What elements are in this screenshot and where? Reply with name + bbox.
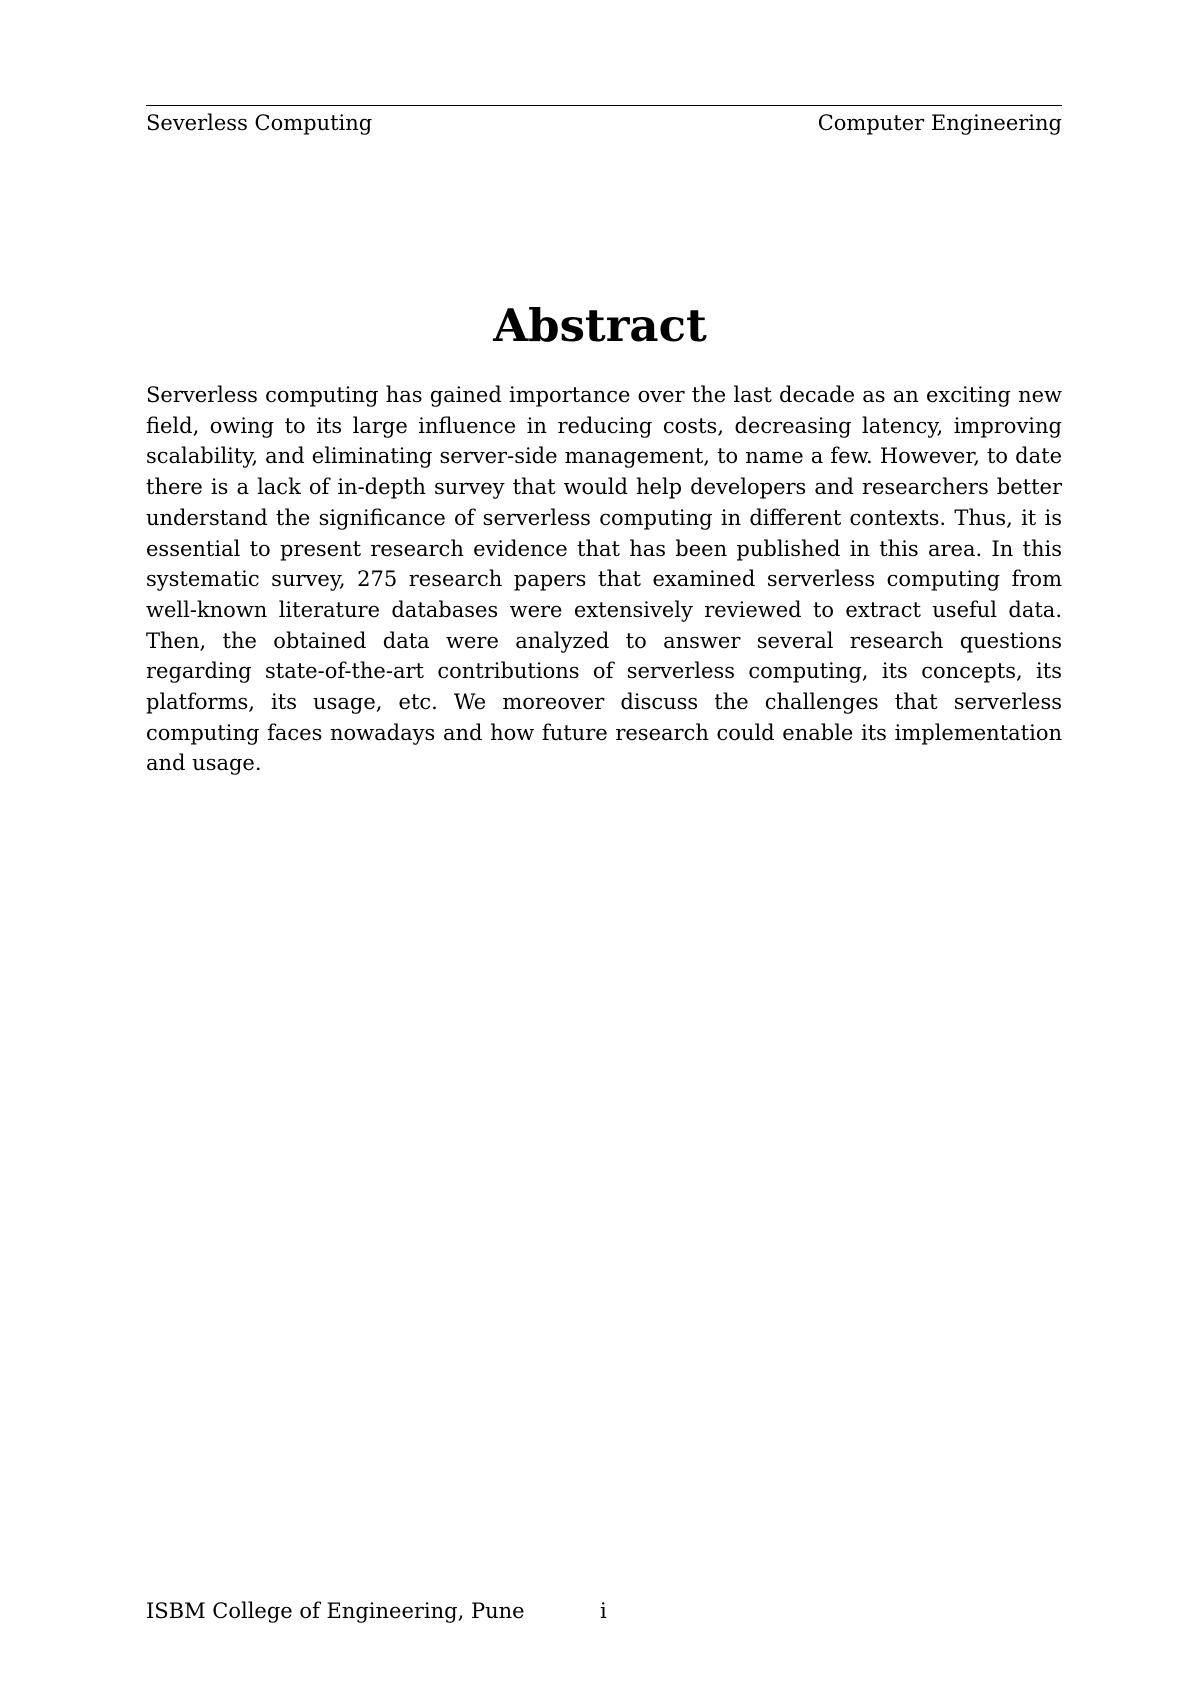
footer-institution: ISBM College of Engineering, Pune bbox=[146, 1599, 525, 1623]
header-title: Severless Computing bbox=[146, 111, 373, 135]
footer-page-number: i bbox=[600, 1599, 607, 1623]
header-department: Computer Engineering bbox=[817, 111, 1062, 135]
header-divider bbox=[146, 105, 1062, 106]
page-title: Abstract bbox=[493, 299, 707, 352]
abstract-paragraph: Serverless computing has gained importance over the last decade as an exciting new field, owing to its large influence in reducing costs, decreasing latency, improving scalability, and eliminating server-side management, to name a few. However, to date there is a lack of in-depth survey that would help developers and researchers better understand the significance of serverless computing in different contexts. Thus, it is essential to present research evidence that has been published in this area. In this systematic survey, 275 research papers that examined serverless computing from well-known literature databases were extensively reviewed to extract useful data. Then, the obtained data were analyzed to answer several research questions regarding state-of-the-art contributions of serverless computing, its concepts, its platforms, its usage, etc. We moreover discuss the challenges that serverless computing faces nowadays and how future research could enable its implementation and usage. bbox=[146, 383, 1062, 776]
